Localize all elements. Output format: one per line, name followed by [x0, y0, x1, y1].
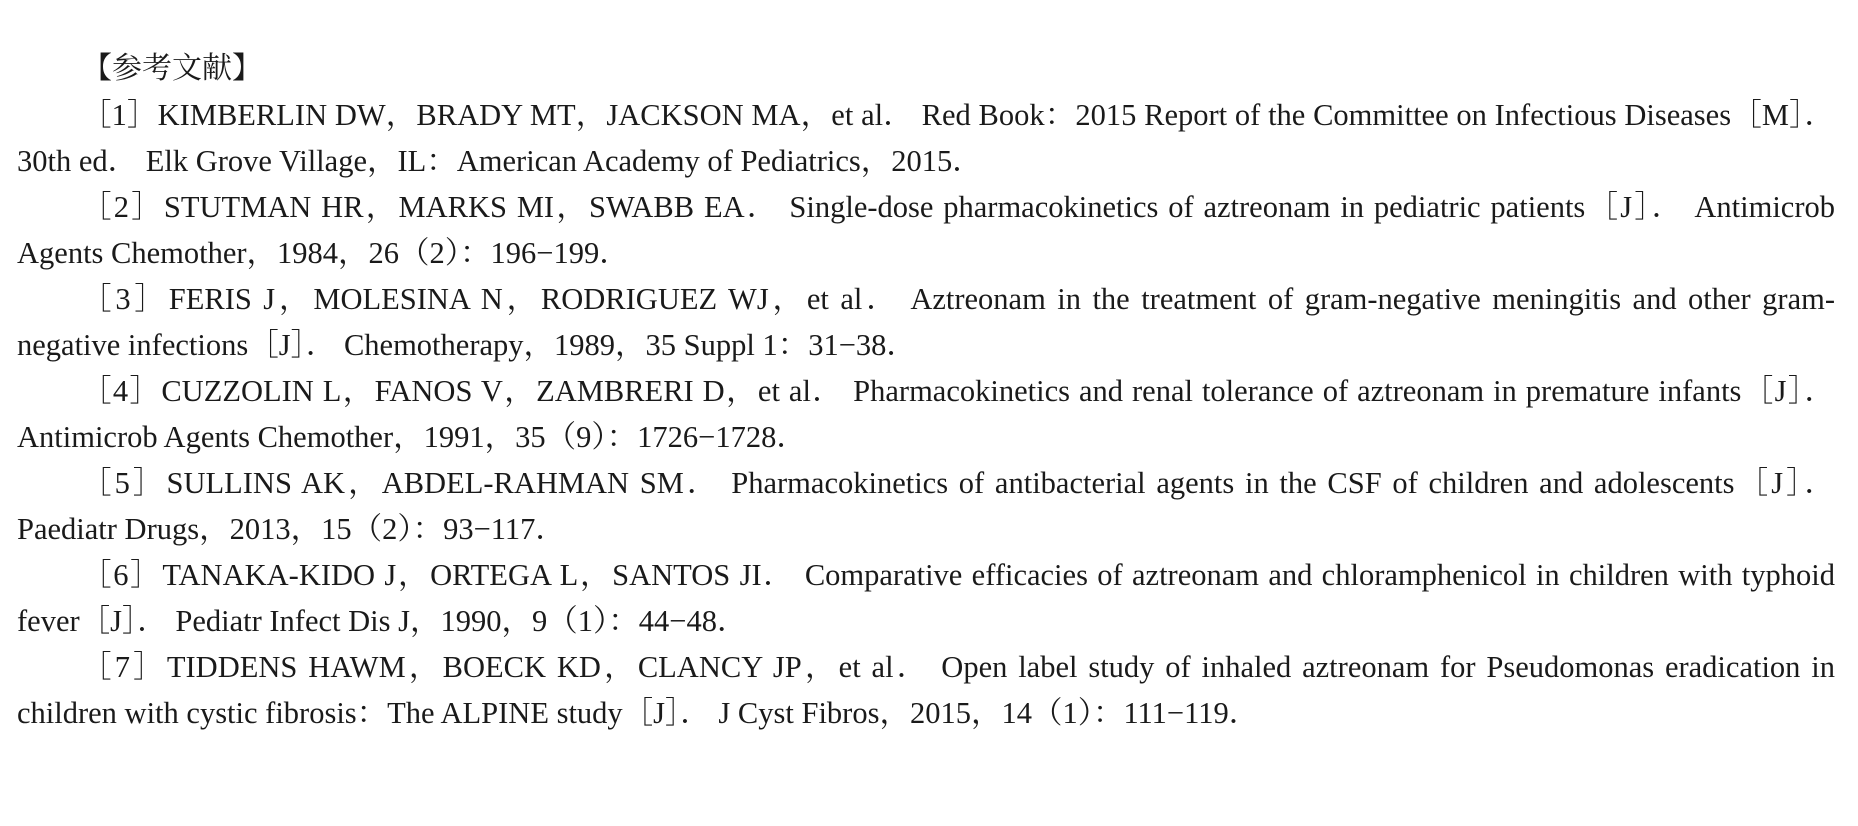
reference-entry-3: [17, 276, 1835, 368]
reference-entry-2: [17, 184, 1835, 276]
reference-text: ［4］CUZZOLIN L，FANOS V，ZAMBRERI D，et al． Pharmacokinetics and renal tolerance of aztreonam in premature infants［J］． Antimicrob Agents Chemother，1991，35（9）：1726−1728．: [17, 374, 1835, 454]
reference-entry-7: [17, 644, 1835, 736]
reference-entry-6: [17, 552, 1835, 644]
references-heading: 【参考文献】: [82, 51, 262, 86]
reference-entry-1: [17, 92, 1835, 184]
reference-text: ［7］TIDDENS HAWM，BOECK KD，CLANCY JP，et al． Open label study of inhaled aztreonam for Pseudomonas eradication in children with cystic fibrosis：The ALPINE study［J］． J Cyst Fibros，2015，14（1）：111−119．: [17, 650, 1835, 730]
reference-text: ［5］SULLINS AK，ABDEL-RAHMAN SM． Pharmacokinetics of antibacterial agents in the CSF of children and adolescents［J］． Paediatr Drugs，2013，15（2）：93−117．: [17, 466, 1835, 546]
reference-entry-4: [17, 368, 1835, 460]
reference-text: ［6］TANAKA-KIDO J，ORTEGA L，SANTOS JI． Comparative efficacies of aztreonam and chloramphenicol in children with typhoid fever［J］． Pediatr Infect Dis J，1990，9（1）：44−48．: [17, 558, 1835, 638]
reference-text: ［2］STUTMAN HR，MARKS MI，SWABB EA． Single-dose pharmacokinetics of aztreonam in pediatric patients［J］． Antimicrob Agents Chemother，1984，26（2）：196−199．: [17, 190, 1835, 270]
reference-text: ［3］FERIS J，MOLESINA N，RODRIGUEZ WJ，et al． Aztreonam in the treatment of gram-negative meningitis and other gram-negative infections［J］． Chemotherapy，1989，35 Suppl 1：31−38．: [17, 282, 1835, 362]
reference-entry-5: [17, 460, 1835, 552]
reference-text: ［1］KIMBERLIN DW，BRADY MT，JACKSON MA，et al． Red Book：2015 Report of the Committee on Infectious Diseases［M］． 30th ed． Elk Grove Village，IL：American Academy of Pediatrics，2015．: [17, 98, 1835, 178]
reference-list: [17, 46, 1835, 736]
